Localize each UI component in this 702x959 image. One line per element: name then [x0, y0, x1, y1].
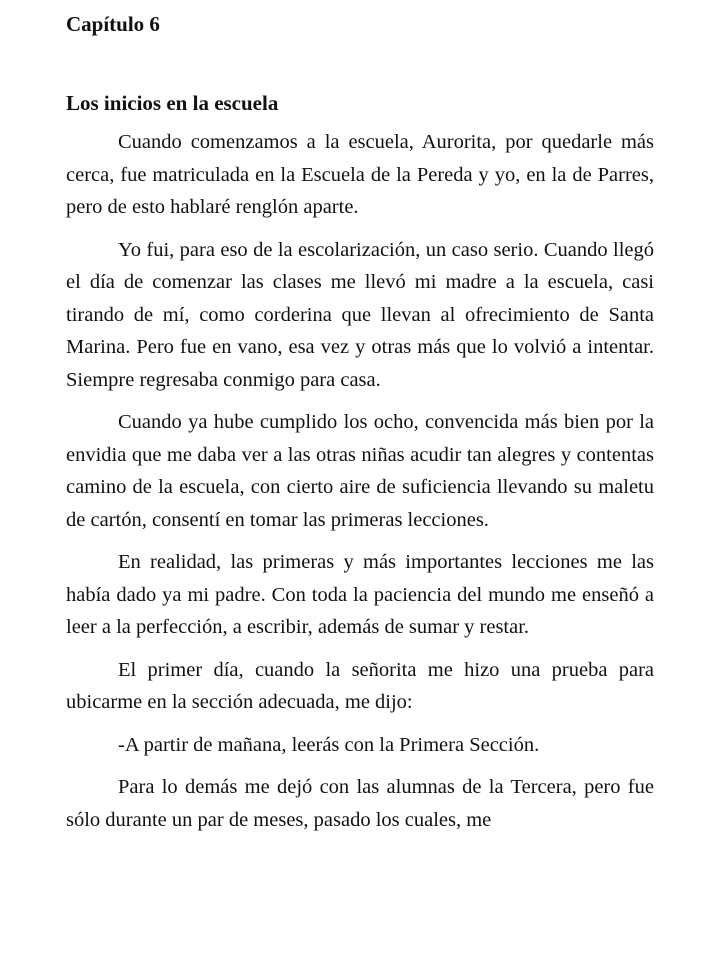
- paragraph-7: Para lo demás me dejó con las alumnas de la Tercera, pero fue sólo durante un par de meses, pasado los cuales, me: [66, 776, 654, 831]
- paragraph-6-dialogue: -A partir de mañana, leerás con la Primera Sección.: [118, 733, 540, 756]
- paragraph-1: Cuando comenzamos a la escuela, Aurorita, por quedarle más cerca, fue matriculada en la Escuela de la Pereda y yo, en la de Parres, pero de esto hablaré renglón aparte.: [66, 131, 654, 218]
- body-text: [66, 126, 654, 836]
- paragraph-2: Yo fui, para eso de la escolarización, un caso serio. Cuando llegó el día de comenzar las clases me llevó mi madre a la escuela, casi tirando de mí, como corderina que llevan al ofrecimiento de Santa Marina. Pero fue en vano, esa vez y otras más que lo volvió a intentar. Siempre regresaba conmigo para casa.: [66, 238, 654, 391]
- paragraph-4: En realidad, las primeras y más importantes lecciones me las había dado ya mi padre. Con toda la paciencia del mundo me enseñó a leer a la perfección, a escribir, además de sumar y restar.: [66, 551, 654, 638]
- paragraph-3: Cuando ya hube cumplido los ocho, convencida más bien por la envidia que me daba ver a las otras niñas acudir tan alegres y contentas camino de la escuela, con cierto aire de suficiencia llevando su maletu de cartón, consentí en tomar las primeras lecciones.: [66, 411, 654, 531]
- chapter-title: Capítulo 6: [66, 12, 160, 36]
- paragraph-5: El primer día, cuando la señorita me hizo una prueba para ubicarme en la sección adecuada, me dijo:: [66, 658, 654, 713]
- section-title: Los inicios en la escuela: [66, 91, 279, 115]
